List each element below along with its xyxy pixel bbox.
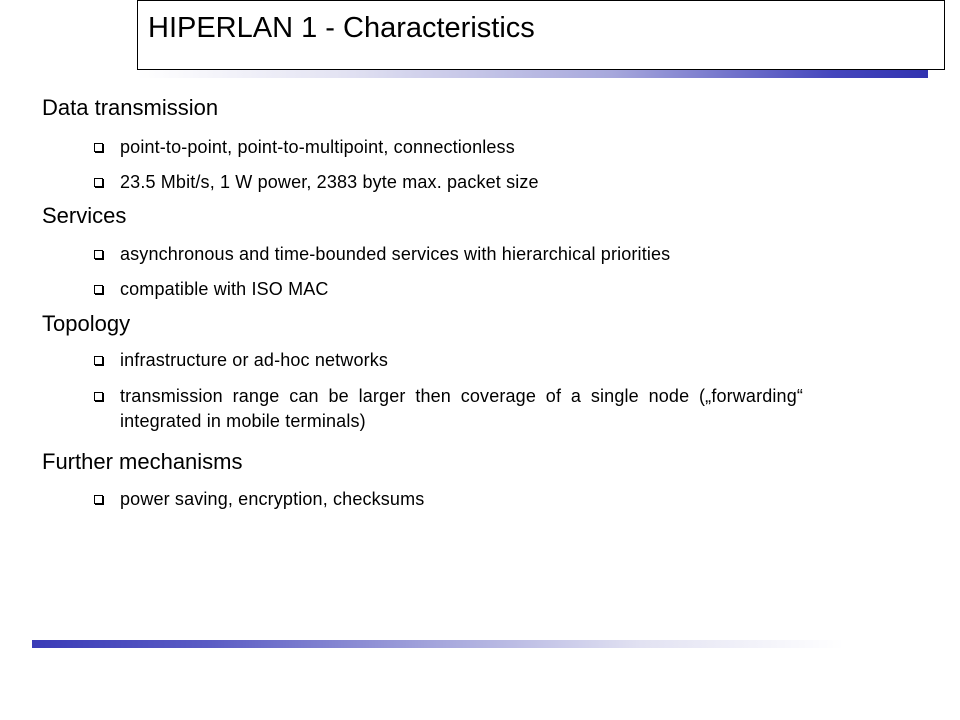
list-item: transmission range can be larger then coverage of a single node („forwarding“ integrated in mobile terminals): [120, 386, 803, 431]
list-item: 23.5 Mbit/s, 1 W power, 2383 byte max. packet size: [120, 172, 539, 192]
square-bullet-icon: [94, 178, 103, 187]
title-underline-gradient: [137, 69, 928, 78]
square-bullet-icon: [94, 495, 103, 504]
page-title: HIPERLAN 1 - Characteristics: [148, 12, 535, 44]
list-item: compatible with ISO MAC: [120, 279, 329, 299]
list-item: asynchronous and time-bounded services with hierarchical priorities: [120, 244, 671, 264]
list-item: point-to-point, point-to-multipoint, connectionless: [120, 137, 515, 157]
square-bullet-icon: [94, 143, 103, 152]
list-item: power saving, encryption, checksums: [120, 489, 425, 509]
section-heading-further-mechanisms: Further mechanisms: [42, 449, 243, 474]
square-bullet-icon: [94, 285, 103, 294]
square-bullet-icon: [94, 250, 103, 259]
square-bullet-icon: [94, 392, 103, 401]
square-bullet-icon: [94, 356, 103, 365]
section-heading-services: Services: [42, 203, 127, 228]
section-heading-topology: Topology: [42, 311, 131, 336]
list-item: infrastructure or ad-hoc networks: [120, 350, 389, 370]
title-box: [137, 0, 945, 70]
section-heading-data-transmission: Data transmission: [42, 95, 219, 120]
footer-gradient-bar: [32, 640, 844, 648]
